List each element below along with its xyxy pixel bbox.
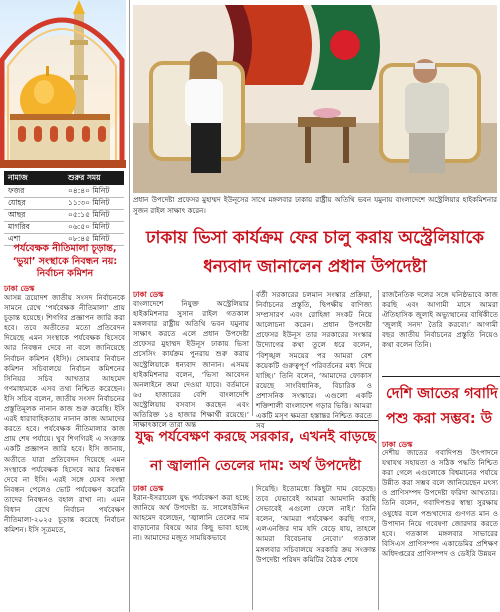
sidebar-news-body: আসন্ন ত্রয়োদশ জাতীয় সংসদ নির্বাচনকে সামনে রেখে ‘পর্যবেক্ষক নীতিমালা’ প্রায় চূড়ান্ত হয়েছে। শিগগির প্রজ্ঞাপন জারি করা হবে। তবে অতীতের মতো প্রতিবেদন দিয়েছে এমন সংস্থাকে পর্যবেক্ষক হিসেবে আর নিবন্ধন দেবে না বলে জানিয়েছে নির্বাচন কমিশন (ইসি)। সোমবার নির্বাচন কমিশন সচিবালয়ে নির্বাচন কমিশনের সিনিয়র সচিব আখতার আহমেদ গণমাধ্যমকে এসব তথ্য নিশ্চিত করেছেন। ইসি সচিব বলেন, জাতীয় সংসদ নির্বাচনের প্রস্তুতিমূলক নানান কাজ শুরু করেছি। ইসি এরই ধারাবাহিকতায় নানান কাজ আমাদের করতে হবে। পর্যবেক্ষক নীতিমালার কাজ প্রায় শেষ পর্যায়ে। খুব শিগগিরই এ সংক্রান্ত একটি প্রজ্ঞাপন জারি হবে। ইসি জানায়, অতীতে যারা প্রতিবেদন দিয়েছে এমন সংস্থাকে পর্যবেক্ষক হিসেবে আর নিবন্ধন দেবে না ইসি। এরই সঙ্গে যেসব সংস্থা নিবন্ধন পেলেও ভোট পর্যবেক্ষণ করেনি তাদের নিবন্ধনও বহাল রাখা না। এমন বিধান রেখে নির্বাচন পর্যবেক্ষণ নীতিমালা-২০২৫ চূড়ান্ত করেছে নির্বাচন কমিশন। ইসি সূত্রমতে, [4,293,125,535]
prayer-table-header [4,171,124,185]
sidebar-news-dateline: ঢাকা ডেস্ক [4,284,35,293]
prayer-name: মাগরিব [8,222,30,231]
prayer-time: ০৮:৪৫ মিনিট [68,234,110,243]
mosque-illustration [0,0,126,168]
third-headline[interactable]: যুদ্ধ পর্যবেক্ষণ করছে সরকার, এখনই বাড়ছে না জ্বালানি তেলের দাম: অর্থ উপদেষ্টা [133,420,378,485]
prayer-name: এশা [8,234,21,243]
lead-column-2: র্বর্তী সরকারের চলমান সংস্কার প্রক্রিয়া, নির্বাচনের প্রস্তুতি, দ্বিপক্ষীয় বাণিজ্য সম্প্রসারণ এবং রোহিঙ্গা সংকট নিয়ে আলোচনা করেন। প্রধান উপদেষ্টা প্রফেসর ইউনূস তার সরকারের সংস্কার উদ্যোগের কথা তুলে ধরে বলেন, ‘বিশৃঙ্খল সময়ের পর আমরা বেশ কয়েকটি গুরুত্বপূর্ণ পরিবর্তনের মধ্য দিয়ে যাচ্ছি।’ তিনি বলেন, ‘আমাদের ফোকাস রয়েছে সাংবিধানিক, বিচারিক ও প্রশাসনিক সংস্কারে। এগুলো একটি শক্তিশালী বাংলাদেশ গড়ার ভিত্তি। আমরা একটি মসৃণ ক্ষমতা হস্তান্তর নিশ্চিত করতে সব [256,290,372,431]
prayer-name: যোহর [8,198,26,207]
second-headline[interactable]: দেশি জাতের গবাদি পশু করা সম্ভব: উ [386,386,498,427]
prayer-name: ফজর [8,186,25,195]
prayer-name: আছর [8,210,26,219]
prayer-time: ১১:৩০ মিনিট [68,198,110,207]
lead-column-1: বাংলাদেশে নিযুক্ত অস্ট্রেলিয়ার হাইকমিশনার সুসান রাইল গতকাল মঙ্গলবার রাষ্ট্রীয় অতিথি ভবন যমুনায় সাক্ষাৎ করতে এলে প্রধান উপদেষ্টা প্রফেসর মুহাম্মদ ইউনূস ঢাকায় ভিসা প্রসেসিং কার্যক্রম পুনরায় শুরু করায় অস্ট্রেলিয়াকে ধন্যবাদ জানান। এসময় হাইকমিশনার বলেন, ‘ভিসা আবেদন অনলাইনে জমা দেওয়া যাবে। বর্তমানে ৬৫ হাজারের বেশি বাংলাদেশি অস্ট্রেলিয়ায় বসবাস করছেন এবং অতিরিক্ত ১৪ হাজার শিক্ষার্থী রয়েছে।’ সাক্ষাৎকালে তারা অন্ত [133,299,249,430]
lead-headline[interactable]: ঢাকায় ভিসা কার্যক্রম ফের চালু করায় অস্ট্রেলিয়াকে ধন্যবাদ জানালেন প্রধান উপদেষ্টা [145,228,485,277]
column-divider [252,290,253,416]
column-divider [252,486,253,610]
prayer-time: ০৫:১৫ মিনিট [68,210,110,219]
sidebar-news-headline[interactable]: পর্যবেক্ষক নীতিমালা চূড়ান্ত, ‘ভুয়া’ সংস্থাকে নিবন্ধন নয়: নির্বাচন কমিশন [12,243,118,279]
second-body: দেশীয় জাতের গবাদিপশু উৎপাদনে যথাযথ সহায়তা ও সঠিক পদ্ধতি নিশ্চিত করা গেলে এগুলোকে বিশ্বমানের পর্যায়ে উন্নীত করা সম্ভব বলে জানিয়েছেন মৎস্য ও প্রাণিসম্পদ উপদেষ্টা ফরিদা আখতার। তিনি বলেন, গবাদিপশুর স্বাস্থ্য সুরক্ষায় ওষুধের বলে পশুখাদ্যের গুণগত মান ও উপাদান নিয়ে গবেষণা জোরদার করতে হবে। গতকাল মঙ্গলবার সাভারের বিসিএস প্রাণিসম্পদ একাডেমির প্রশিক্ষণ অধিদপ্তরের প্রাণিসম্পদ ও ডেইরি উন্নয়ন [382,448,498,558]
prayer-header-name: নামাজ [8,173,28,182]
prayer-time: ০৬:৫০ মিনিট [68,222,110,231]
prayer-header-time: শুরুর সময় [68,173,101,182]
third-dateline: ঢাকা ডেস্ক [133,484,164,493]
prayer-time: ০৪:৪০ মিনিট [68,186,110,195]
column-divider [378,290,379,610]
column-divider [129,0,130,612]
meeting-photo [133,5,497,193]
photo-caption: প্রধান উপদেষ্টা প্রফেসর মুহাম্মদ ইউনূসের সাথে মঙ্গলবার ঢাকায় রাষ্ট্রীয় অতিথি ভবন যমুনায় বাংলাদেশে অস্ট্রেলিয়ার হাইকমিশনার সুজন রাইল সাক্ষাৎ করেন। [133,196,497,215]
lead-dateline: ঢাকা ডেস্ক [133,290,164,299]
second-dateline: ঢাকা ডেস্ক [382,440,413,449]
third-column-2: দিয়েছি। ইতোমধ্যে কিছুটা দাম বেড়েছে। তবে যেভাবেই আমরা আমদানি করছি সেভাবেই এগুলো ফেলে নাই।’ তিনি বলেন, ‘আমরা পর্যবেক্ষণ করছি গ্যাস, এলএনজির দাম যদি বেড়ে যায়, তাহলে আমরা বিবেচনায় নেবো।’ গতকাল মঙ্গলবার সচিবালয়ে সরকারি ক্রয় সংক্রান্ত উপদেষ্টা পরিষদ কমিটির বৈঠক শেষে [256,484,376,564]
lead-column-3: রাজনৈতিক দলের সঙ্গে ঘনিষ্ঠভাবে কাজ করছি এবং আগামী মাসে আমরা ঐতিহাসিক জুলাই অভ্যুত্থানের বার্ষিকীতে ‘জুলাই সনদ’ তৈরি করবো।’ আগামী বছর জাতীয় নির্বাচনের প্রস্তুতি নিয়েও কথা বলেন তিনি। [382,290,498,350]
third-column-1: ইরান-ইসরায়েল যুদ্ধ পর্যবেক্ষণ করা হচ্ছে জানিয়ে অর্থ উপদেষ্টা ড. সালেহউদ্দিন আহমেদ বলেছেন, ‘জ্বালানি তেলের দাম বাড়ানোর বিষয়ে আর কিছু ভাবা হচ্ছে না। আমাদের মজুত সাময়িকভাবে [133,493,249,543]
